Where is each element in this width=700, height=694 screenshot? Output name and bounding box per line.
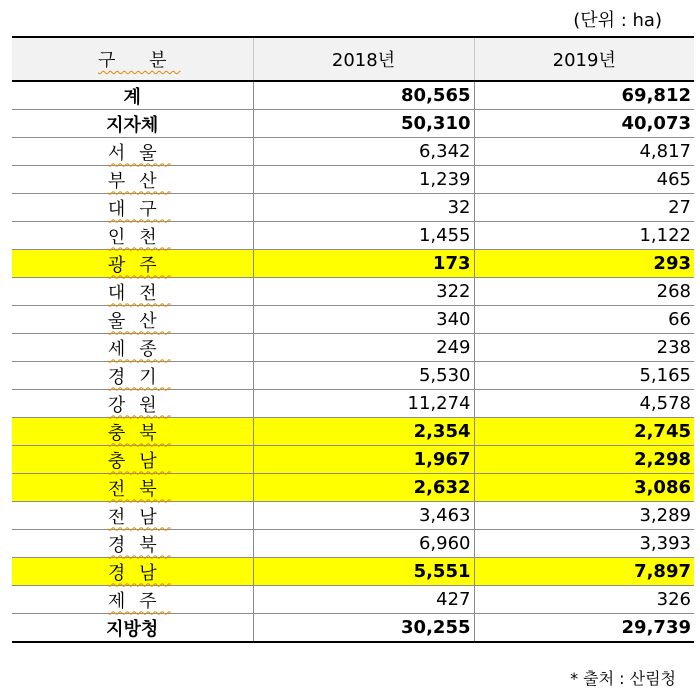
- value-2019-cell: 69,812: [474, 81, 694, 110]
- region-cell: 대구: [12, 194, 253, 222]
- value-2018-cell: 3,463: [253, 502, 474, 530]
- region-cell: 부산: [12, 166, 253, 194]
- region-cell: 전북: [12, 474, 253, 502]
- table-row: [12, 138, 694, 166]
- value-2019-cell: 5,165: [474, 362, 694, 390]
- table-row: [12, 474, 694, 502]
- value-2018-cell: 6,342: [253, 138, 474, 166]
- table-row: [12, 334, 694, 362]
- value-2018-cell: 173: [253, 250, 474, 278]
- region-cell: 지자체: [12, 110, 253, 138]
- value-2018-cell: 322: [253, 278, 474, 306]
- region-cell: 충북: [12, 418, 253, 446]
- region-cell: 계: [12, 81, 253, 110]
- region-cell: 인천: [12, 222, 253, 250]
- value-2019-cell: 326: [474, 586, 694, 614]
- value-2018-cell: 2,632: [253, 474, 474, 502]
- value-2019-cell: 40,073: [474, 110, 694, 138]
- table-row: [12, 362, 694, 390]
- value-2019-cell: 27: [474, 194, 694, 222]
- value-2018-cell: 1,967: [253, 446, 474, 474]
- value-2019-cell: 66: [474, 306, 694, 334]
- value-2019-cell: 7,897: [474, 558, 694, 586]
- region-cell: 전남: [12, 502, 253, 530]
- table-row: [12, 222, 694, 250]
- region-cell: 광주: [12, 250, 253, 278]
- value-2018-cell: 50,310: [253, 110, 474, 138]
- region-cell: 대전: [12, 278, 253, 306]
- value-2018-cell: 5,530: [253, 362, 474, 390]
- header-2018: 2018년: [253, 37, 474, 81]
- table-row: [12, 502, 694, 530]
- table-body: [12, 81, 694, 642]
- table-row: [12, 446, 694, 474]
- value-2019-cell: 268: [474, 278, 694, 306]
- unit-note: (단위 : ha): [573, 10, 662, 31]
- value-2018-cell: 249: [253, 334, 474, 362]
- value-2018-cell: 5,551: [253, 558, 474, 586]
- header-2019: 2019년: [474, 37, 694, 81]
- region-cell: 지방청: [12, 614, 253, 643]
- table-row: [12, 306, 694, 334]
- region-cell: 강원: [12, 390, 253, 418]
- table-row: [12, 110, 694, 138]
- value-2018-cell: 427: [253, 586, 474, 614]
- table-row: [12, 558, 694, 586]
- value-2018-cell: 2,354: [253, 418, 474, 446]
- value-2019-cell: 4,817: [474, 138, 694, 166]
- value-2019-cell: 4,578: [474, 390, 694, 418]
- source-note: * 출처 : 산림청: [570, 669, 676, 688]
- value-2018-cell: 32: [253, 194, 474, 222]
- value-2019-cell: 2,298: [474, 446, 694, 474]
- value-2019-cell: 29,739: [474, 614, 694, 643]
- value-2019-cell: 238: [474, 334, 694, 362]
- table-row: [12, 81, 694, 110]
- table-row: [12, 530, 694, 558]
- table-row: [12, 250, 694, 278]
- value-2018-cell: 6,960: [253, 530, 474, 558]
- value-2019-cell: 1,122: [474, 222, 694, 250]
- value-2019-cell: 3,086: [474, 474, 694, 502]
- value-2018-cell: 340: [253, 306, 474, 334]
- region-cell: 충남: [12, 446, 253, 474]
- table-row: [12, 166, 694, 194]
- value-2018-cell: 30,255: [253, 614, 474, 643]
- table-row: [12, 278, 694, 306]
- region-cell: 경북: [12, 530, 253, 558]
- table-row: [12, 194, 694, 222]
- value-2018-cell: 80,565: [253, 81, 474, 110]
- table-row: [12, 586, 694, 614]
- region-cell: 서울: [12, 138, 253, 166]
- table-row: [12, 418, 694, 446]
- region-cell: 경남: [12, 558, 253, 586]
- value-2019-cell: 3,393: [474, 530, 694, 558]
- value-2019-cell: 2,745: [474, 418, 694, 446]
- table-row: [12, 390, 694, 418]
- value-2018-cell: 1,455: [253, 222, 474, 250]
- region-cell: 경기: [12, 362, 253, 390]
- region-cell: 제주: [12, 586, 253, 614]
- value-2018-cell: 11,274: [253, 390, 474, 418]
- value-2019-cell: 465: [474, 166, 694, 194]
- table-header-row: [12, 37, 694, 81]
- header-region: 구 분: [12, 37, 253, 81]
- value-2019-cell: 3,289: [474, 502, 694, 530]
- value-2018-cell: 1,239: [253, 166, 474, 194]
- region-cell: 세종: [12, 334, 253, 362]
- forest-area-table: [12, 36, 694, 643]
- table-row: [12, 614, 694, 643]
- region-cell: 울산: [12, 306, 253, 334]
- value-2019-cell: 293: [474, 250, 694, 278]
